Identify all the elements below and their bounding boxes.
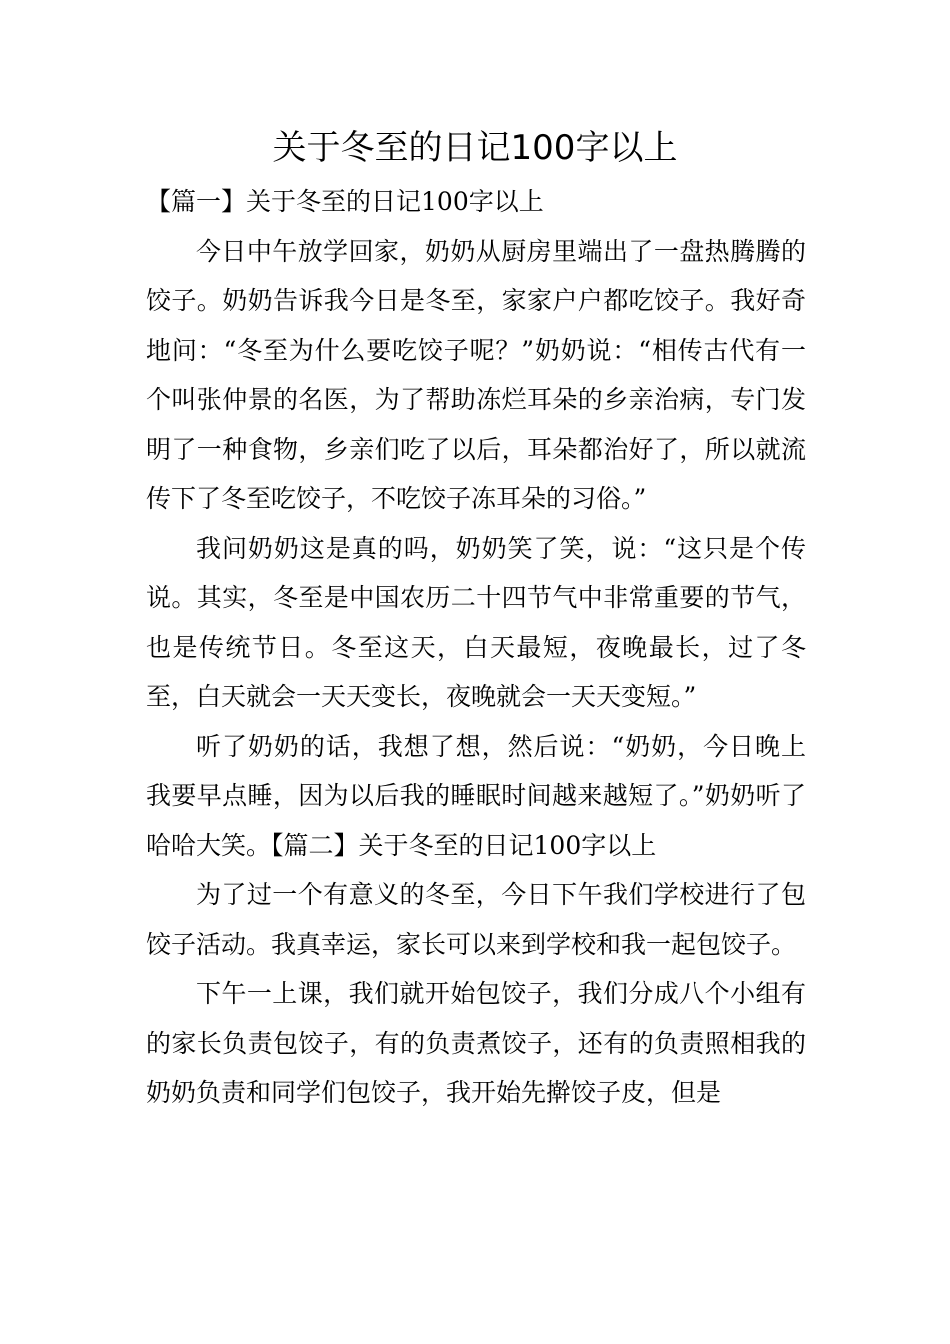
paragraph: 我问奶奶这是真的吗，奶奶笑了笑，说：“这只是个传说。其实，冬至是中国农历二十四节气中非常重要的节气，也是传统节日。冬至这天，白天最短，夜晚最长，过了冬至，白天就会一天天变长，夜晚就会一天天变短。” <box>146 533 806 711</box>
paragraph: 为了过一个有意义的冬至，今日下午我们学校进行了包饺子活动。我真幸运，家长可以来到学校和我一起包饺子。 <box>146 880 806 959</box>
paragraph: 今日中午放学回家，奶奶从厨房里端出了一盘热腾腾的饺子。奶奶告诉我今日是冬至，家家户户都吃饺子。我好奇地问：“冬至为什么要吃饺子呢？”奶奶说：“相传古代有一个叫张仲景的名医，为了帮助冻烂耳朵的乡亲治病，专门发明了一种食物，乡亲们吃了以后，耳朵都治好了，所以就流传下了冬至吃饺子，不吃饺子冻耳朵的习俗。” <box>146 236 806 513</box>
document-title: 关于冬至的日记100字以上 <box>272 128 678 168</box>
document-body <box>146 177 806 1118</box>
paragraph: 下午一上课，我们就开始包饺子，我们分成八个小组有的家长负责包饺子，有的负责煮饺子，还有的负责照相我的奶奶负责和同学们包饺子，我开始先擀饺子皮，但是 <box>146 979 806 1107</box>
paragraph: 听了奶奶的话，我想了想，然后说：“奶奶，今日晚上我要早点睡，因为以后我的睡眠时间越来越短了。”奶奶听了哈哈大笑。【篇二】关于冬至的日记100字以上 <box>146 731 806 860</box>
section-heading: 【篇一】关于冬至的日记100字以上 <box>146 187 544 216</box>
